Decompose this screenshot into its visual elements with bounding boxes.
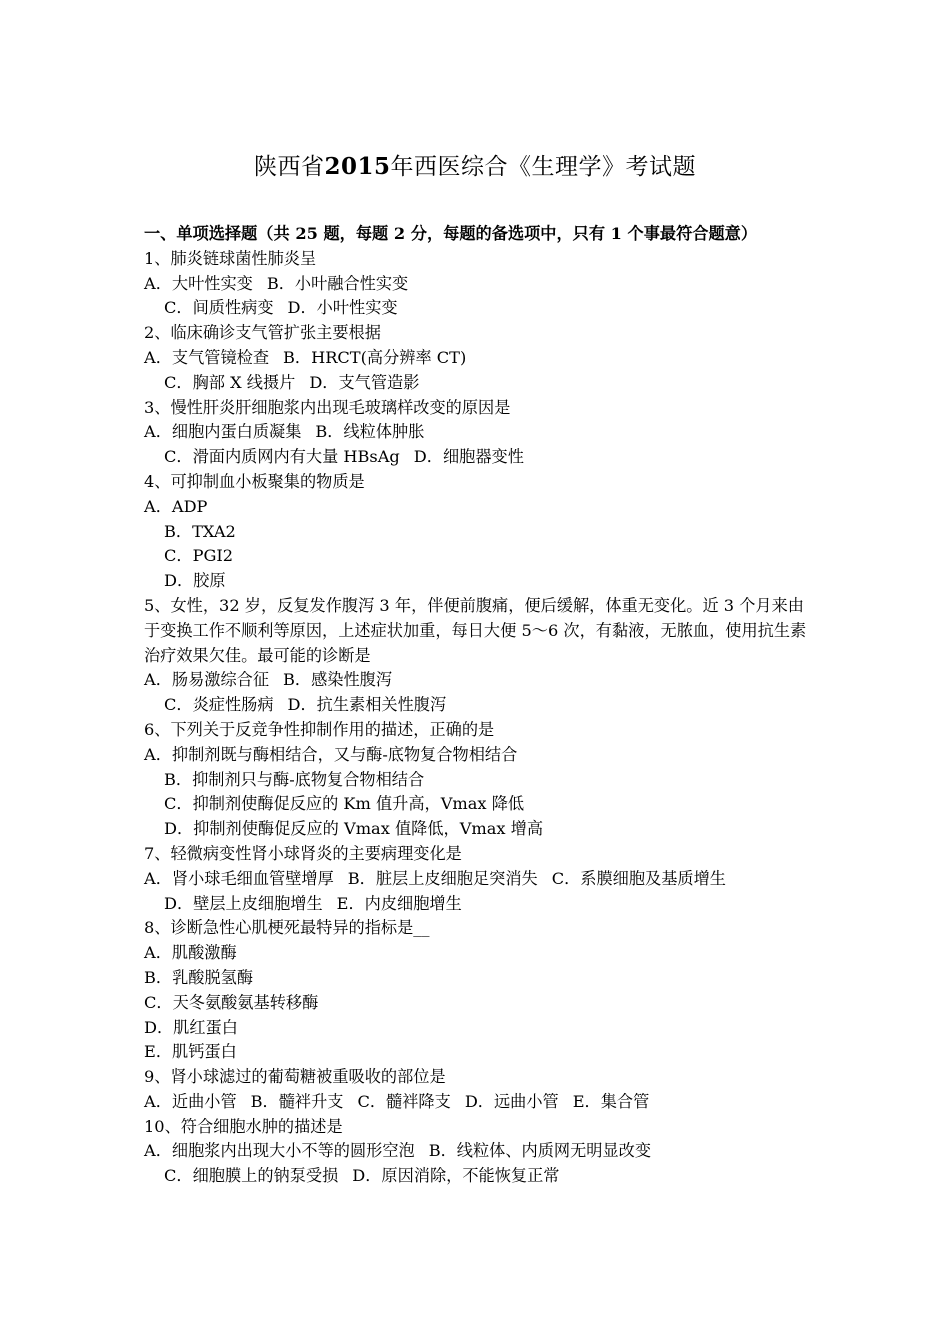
question-4-stem: 4、可抑制血小板聚集的物质是	[144, 471, 365, 491]
option-a: A．近曲小管	[144, 1091, 237, 1111]
question-8-stem: 8、诊断急性心肌梗死最特异的指标是__	[144, 918, 430, 938]
question-10-stem: 10、符合细胞水肿的描述是	[144, 1116, 343, 1136]
question-6-option-b: B．抑制剂只与酶-底物复合物相结合	[164, 769, 425, 789]
question-4-option-a: A．ADP	[144, 496, 208, 516]
option-a: A．细胞浆内出现大小不等的圆形空泡	[144, 1141, 415, 1161]
question-3-options-row1	[144, 420, 810, 445]
question-2-options-row2	[144, 371, 810, 396]
option-a: A．支气管镜检查	[144, 347, 270, 367]
option-c: C．滑面内质网内有大量 HBsAg	[164, 447, 400, 467]
question-1-options-row2	[144, 296, 810, 321]
option-d: D．小叶性实变	[287, 298, 398, 318]
section-heading: 一、单项选择题（共 25 题，每题 2 分，每题的备选项中，只有 1 个事最符合题意）	[144, 224, 758, 243]
option-c: C．胸部 X 线摄片	[164, 372, 296, 392]
option-d: D．远曲小管	[464, 1091, 559, 1111]
option-e: E．集合管	[572, 1091, 650, 1111]
question-10-options-row2	[144, 1164, 810, 1189]
option-b: B．线粒体、内质网无明显改变	[428, 1141, 652, 1161]
title-suffix: 年西医综合《生理学》考试题	[390, 154, 696, 180]
document-title	[0, 150, 950, 184]
title-year: 2015	[324, 153, 391, 180]
document-body	[144, 222, 810, 1189]
question-1-stem: 1、肺炎链球菌性肺炎呈	[144, 248, 317, 268]
option-b: B．线粒体肿胀	[315, 422, 425, 442]
option-e: E．内皮细胞增生	[336, 893, 462, 913]
question-3-options-row2	[144, 445, 810, 470]
question-9-options-row1	[144, 1090, 810, 1115]
question-9-stem: 9、肾小球滤过的葡萄糖被重吸收的部位是	[144, 1067, 446, 1087]
question-4-option-c: C．PGI2	[164, 546, 234, 566]
option-d: D．支气管造影	[309, 372, 420, 392]
option-a: A．肾小球毛细血管壁增厚	[144, 868, 334, 888]
question-3-stem: 3、慢性肝炎肝细胞浆内出现毛玻璃样改变的原因是	[144, 397, 511, 417]
option-b: B．小叶融合性实变	[266, 273, 409, 293]
option-c: C．细胞膜上的钠泵受损	[164, 1166, 339, 1186]
title-prefix: 陕西省	[253, 154, 325, 180]
question-8-option-a: A．肌酸激酶	[144, 943, 237, 963]
question-5-options-row1	[144, 668, 810, 693]
question-8-option-d: D．肌红蛋白	[144, 1017, 238, 1037]
question-5-options-row2	[144, 693, 810, 718]
question-4-option-d: D．胶原	[164, 571, 226, 591]
question-7-options-row1	[144, 867, 810, 892]
option-d: D．原因消除，不能恢复正常	[352, 1166, 560, 1186]
option-b: B．脏层上皮细胞足突消失	[347, 868, 538, 888]
question-10-options-row1	[144, 1139, 810, 1164]
question-5-stem: 5、女性，32 岁，反复发作腹泻 3 年，伴便前腹痛，便后缓解，体重无变化。近 3 个月来由于变换工作不顺利等原因，上述症状加重，每日大便 5～6 次，有黏液，无脓血，使用抗生素治疗效果欠佳。最可能的诊断是	[144, 595, 807, 665]
option-a: A．肠易激综合征	[144, 670, 270, 690]
question-2-stem: 2、临床确诊支气管扩张主要根据	[144, 323, 381, 343]
question-6-stem: 6、下列关于反竞争性抑制作用的描述，正确的是	[144, 719, 495, 739]
question-2-options-row1	[144, 346, 810, 371]
option-c: C．炎症性肠病	[164, 695, 274, 715]
option-c: C．间质性病变	[164, 298, 274, 318]
option-c: C．髓袢降支	[357, 1091, 451, 1111]
option-b: B．HRCT(高分辨率 CT)	[283, 347, 467, 367]
question-1-options-row1	[144, 272, 810, 297]
option-b: B．感染性腹泻	[283, 670, 393, 690]
question-8-option-b: B．乳酸脱氢酶	[144, 967, 254, 987]
option-b: B．髓袢升支	[250, 1091, 344, 1111]
question-6-option-c: C．抑制剂使酶促反应的 Km 值升高，Vmax 降低	[164, 794, 525, 814]
question-7-stem: 7、轻微病变性肾小球肾炎的主要病理变化是	[144, 843, 462, 863]
question-4-option-b: B．TXA2	[164, 521, 236, 541]
question-8-option-c: C．天冬氨酸氨基转移酶	[144, 992, 319, 1012]
option-d: D．抗生素相关性腹泻	[287, 695, 447, 715]
option-d: D．壁层上皮细胞增生	[164, 893, 323, 913]
question-7-options-row2	[144, 892, 810, 917]
option-c: C．系膜细胞及基质增生	[551, 868, 726, 888]
option-d: D．细胞器变性	[413, 447, 524, 467]
question-8-option-e: E．肌钙蛋白	[144, 1042, 237, 1062]
question-6-option-d: D．抑制剂使酶促反应的 Vmax 值降低，Vmax 增高	[164, 819, 544, 839]
question-6-option-a: A．抑制剂既与酶相结合，又与酶-底物复合物相结合	[144, 744, 518, 764]
option-a: A．细胞内蛋白质凝集	[144, 422, 302, 442]
option-a: A．大叶性实变	[144, 273, 253, 293]
